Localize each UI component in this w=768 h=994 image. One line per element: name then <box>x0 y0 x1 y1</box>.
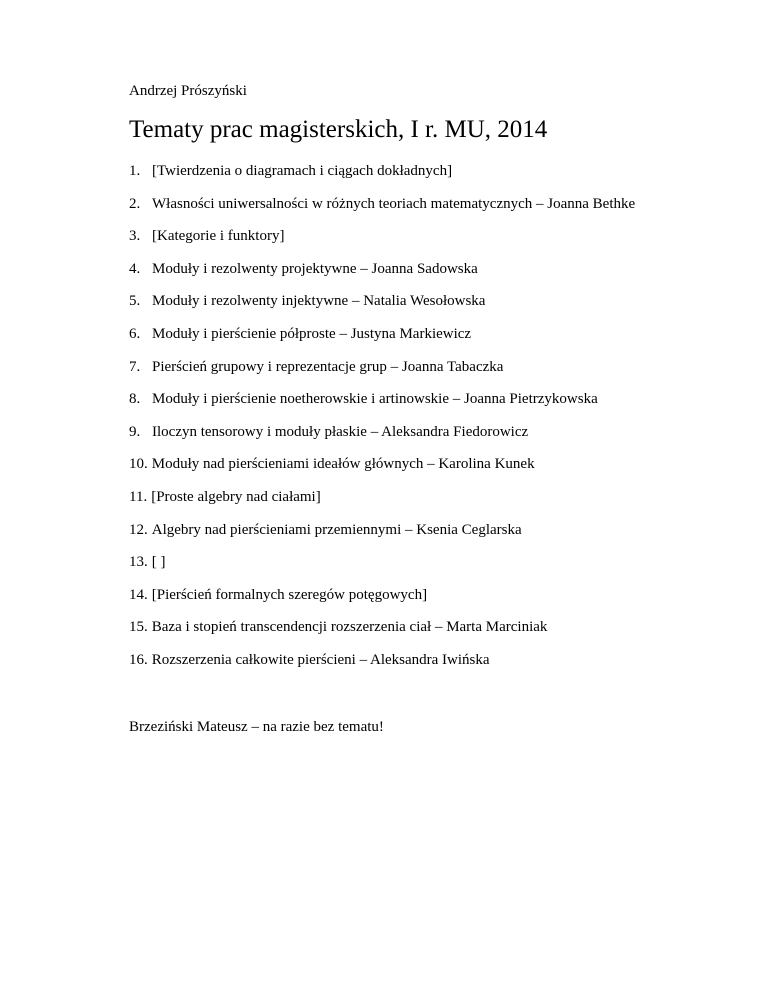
topic-item <box>129 162 635 195</box>
topic-number: 9. <box>129 423 141 440</box>
topic-number: 16. <box>129 651 148 668</box>
topic-item <box>129 358 635 391</box>
topic-number: 14. <box>129 586 148 603</box>
topic-text: [ ] <box>151 554 166 571</box>
topic-number: 2. <box>129 195 141 212</box>
topic-item <box>129 423 635 456</box>
topic-number: 5. <box>129 293 141 310</box>
topic-number: 7. <box>129 358 141 375</box>
topic-text: Iloczyn tensorowy i moduły płaskie – Aleksandra Fiedorowicz <box>152 423 529 440</box>
topic-text: Algebry nad pierścieniami przemiennymi – Ksenia Ceglarska <box>151 521 522 538</box>
topic-number: 13. <box>129 554 148 571</box>
topic-number: 12. <box>129 521 148 538</box>
topic-text: [Proste algebry nad ciałami] <box>151 488 321 505</box>
footer-note: Brzeziński Mateusz – na razie bez tematu! <box>129 719 384 735</box>
topic-number: 3. <box>129 228 141 245</box>
topic-item <box>129 292 635 325</box>
topic-item <box>129 521 635 554</box>
topic-number: 1. <box>129 163 141 179</box>
topic-text: Moduły nad pierścieniami ideałów głównych – Karolina Kunek <box>151 456 535 473</box>
topic-number: 4. <box>129 260 141 277</box>
topic-number: 11. <box>129 488 148 505</box>
topic-list <box>129 162 635 684</box>
topic-item <box>129 488 635 521</box>
topic-item <box>129 651 635 684</box>
topic-number: 15. <box>129 619 148 636</box>
topic-text: Rozszerzenia całkowite pierścieni – Aleksandra Iwińska <box>151 651 490 668</box>
topic-item <box>129 260 635 293</box>
topic-item <box>129 195 635 228</box>
topic-item <box>129 618 635 651</box>
topic-text: [Kategorie i funktory] <box>152 228 285 245</box>
topic-text: [Pierścień formalnych szeregów potęgowych] <box>151 586 428 603</box>
topic-item <box>129 455 635 488</box>
topic-item <box>129 586 635 619</box>
topic-item <box>129 553 635 586</box>
topic-text: Baza i stopień transcendencji rozszerzenia ciał – Marta Marciniak <box>151 619 548 636</box>
page-title: Tematy prac magisterskich, I r. MU, 2014 <box>129 116 548 143</box>
topic-text: Moduły i rezolwenty injektywne – Natalia Wesołowska <box>152 293 486 310</box>
topic-item <box>129 325 635 358</box>
author-name: Andrzej Prószyński <box>129 83 247 99</box>
topic-text: Moduły i rezolwenty projektywne – Joanna Sadowska <box>152 260 478 277</box>
topic-text: Moduły i pierścienie noetherowskie i artinowskie – Joanna Pietrzykowska <box>152 391 598 408</box>
topic-number: 10. <box>129 456 148 473</box>
topic-item <box>129 390 635 423</box>
topic-text: Pierścień grupowy i reprezentacje grup – Joanna Tabaczka <box>152 358 504 375</box>
topic-number: 8. <box>129 391 141 408</box>
topic-number: 6. <box>129 325 141 342</box>
topic-item <box>129 227 635 260</box>
topic-text: Własności uniwersalności w różnych teoriach matematycznych – Joanna Bethke <box>152 195 636 212</box>
topic-text: Moduły i pierścienie półproste – Justyna Markiewicz <box>152 325 472 342</box>
topic-text: [Twierdzenia o diagramach i ciągach dokładnych] <box>152 163 453 179</box>
